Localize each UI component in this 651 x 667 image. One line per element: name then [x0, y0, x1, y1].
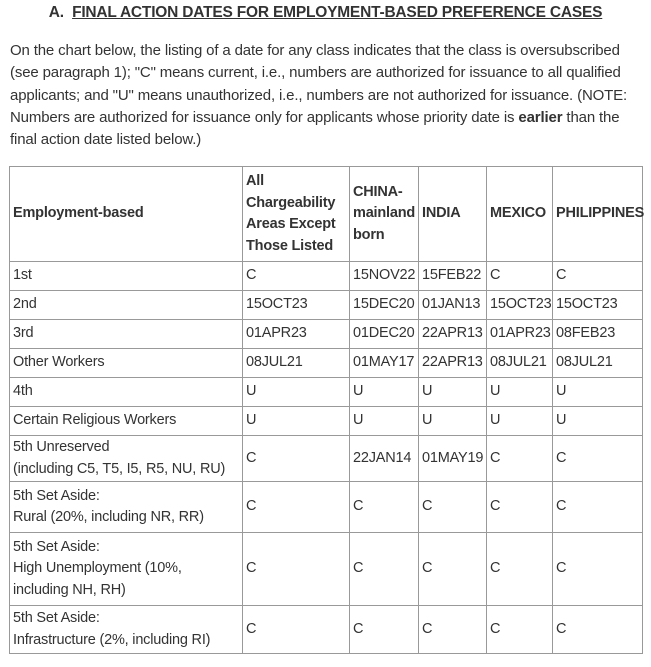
- cell-india: 22APR13: [419, 320, 487, 349]
- cell-all: U: [243, 378, 350, 407]
- cell-india: 01JAN13: [419, 291, 487, 320]
- cell-all: 15OCT23: [243, 291, 350, 320]
- category-line1: 5th Unreserved: [13, 439, 110, 455]
- row-category: [10, 436, 243, 482]
- cell-all: C: [243, 436, 350, 482]
- table-row: [10, 606, 643, 654]
- row-category: [10, 291, 243, 320]
- cell-mexico: 15OCT23: [487, 291, 553, 320]
- section-title: FINAL ACTION DATES FOR EMPLOYMENT-BASED PREFERENCE CASES: [72, 4, 603, 21]
- cell-all: U: [243, 407, 350, 436]
- cell-india: 15FEB22: [419, 262, 487, 291]
- row-category: [10, 378, 243, 407]
- cell-china: 15NOV22: [350, 262, 419, 291]
- cell-mexico: C: [487, 436, 553, 482]
- cell-china: C: [350, 533, 419, 606]
- cell-mexico: U: [487, 378, 553, 407]
- cell-china: 22JAN14: [350, 436, 419, 482]
- cell-india: U: [419, 378, 487, 407]
- header-china: CHINA-mainland born: [350, 167, 419, 262]
- final-action-dates-table: [9, 166, 643, 654]
- row-category: [10, 407, 243, 436]
- cell-india: C: [419, 482, 487, 533]
- table-row: [10, 482, 643, 533]
- section-letter: A.: [48, 4, 64, 21]
- header-philippines: PHILIPPINES: [553, 167, 643, 262]
- cell-mexico: U: [487, 407, 553, 436]
- cell-all: 08JUL21: [243, 349, 350, 378]
- category-line1: 5th Set Aside:: [13, 487, 100, 504]
- cell-all: 01APR23: [243, 320, 350, 349]
- cell-mexico: C: [487, 606, 553, 654]
- header-employment-based: Employment-based: [10, 167, 243, 262]
- cell-mexico: C: [487, 482, 553, 533]
- table-row: [10, 320, 643, 349]
- cell-mexico: C: [487, 533, 553, 606]
- category-line1: Other Workers: [13, 354, 105, 371]
- cell-all: C: [243, 262, 350, 291]
- cell-all: C: [243, 606, 350, 654]
- header-all-chargeability: All Chargeability Areas Except Those Listed: [243, 167, 350, 262]
- cell-india: C: [419, 606, 487, 654]
- intro-text-part1: On the chart below, the listing of a date for any class indicates that the class is oversubscribed (see paragraph 1); "C" means current, i.e., numbers are authorized for issuance to all qualified applicants; and "U" means unauthorized, i.e., numbers are not authorized for issuance. (NOTE: Numbers are authorized for issuance only for applicants whose priority date is: [10, 42, 628, 126]
- cell-all: C: [243, 482, 350, 533]
- category-line2: Rural (20%, including NR, RR): [13, 509, 204, 525]
- table-row: [10, 533, 643, 606]
- cell-philippines: C: [553, 606, 643, 654]
- cell-india: U: [419, 407, 487, 436]
- cell-india: 01MAY19: [419, 436, 487, 482]
- cell-mexico: 08JUL21: [487, 349, 553, 378]
- row-category: [10, 320, 243, 349]
- row-category: [10, 262, 243, 291]
- cell-india: C: [419, 533, 487, 606]
- row-category: [10, 349, 243, 378]
- table-row: [10, 291, 643, 320]
- cell-philippines: C: [553, 482, 643, 533]
- category-line1: 5th Set Aside:: [13, 538, 100, 555]
- cell-mexico: 01APR23: [487, 320, 553, 349]
- cell-philippines: C: [553, 262, 643, 291]
- header-mexico: MEXICO: [487, 167, 553, 262]
- cell-china: U: [350, 378, 419, 407]
- cell-philippines: 15OCT23: [553, 291, 643, 320]
- cell-china: 01MAY17: [350, 349, 419, 378]
- row-category: [10, 482, 243, 533]
- category-line2: Infrastructure (2%, including RI): [13, 631, 211, 648]
- cell-china: 01DEC20: [350, 320, 419, 349]
- cell-philippines: 08JUL21: [553, 349, 643, 378]
- intro-emphasis: earlier: [518, 108, 563, 126]
- cell-philippines: C: [553, 436, 643, 482]
- section-heading: [0, 4, 651, 22]
- cell-china: C: [350, 482, 419, 533]
- header-india: INDIA: [419, 167, 487, 262]
- cell-philippines: C: [553, 533, 643, 606]
- table-row: [10, 378, 643, 407]
- cell-philippines: U: [553, 378, 643, 407]
- row-category: [10, 533, 243, 606]
- table-row: [10, 262, 643, 291]
- cell-philippines: 08FEB23: [553, 320, 643, 349]
- cell-india: 22APR13: [419, 349, 487, 378]
- category-line1: 4th: [13, 383, 33, 400]
- category-line1: 3rd: [13, 325, 34, 342]
- cell-china: U: [350, 407, 419, 436]
- cell-china: 15DEC20: [350, 291, 419, 320]
- table-header-row: [10, 167, 643, 262]
- row-category: [10, 606, 243, 654]
- cell-philippines: U: [553, 407, 643, 436]
- table-row: [10, 349, 643, 378]
- category-line1: 1st: [13, 267, 32, 284]
- intro-paragraph: [10, 40, 644, 151]
- cell-mexico: C: [487, 262, 553, 291]
- category-line1: 2nd: [13, 296, 37, 313]
- category-line2: (including C5, T5, I5, R5, NU, RU): [13, 460, 226, 477]
- cell-all: C: [243, 533, 350, 606]
- category-line1: Certain Religious Workers: [13, 412, 177, 429]
- table-row: [10, 407, 643, 436]
- table-row: [10, 436, 643, 482]
- cell-china: C: [350, 606, 419, 654]
- category-line2: High Unemployment (10%, including NH, RH): [13, 560, 182, 598]
- intro-text-part2: than the final action date listed below.): [10, 108, 620, 149]
- category-line1: 5th Set Aside:: [13, 610, 100, 626]
